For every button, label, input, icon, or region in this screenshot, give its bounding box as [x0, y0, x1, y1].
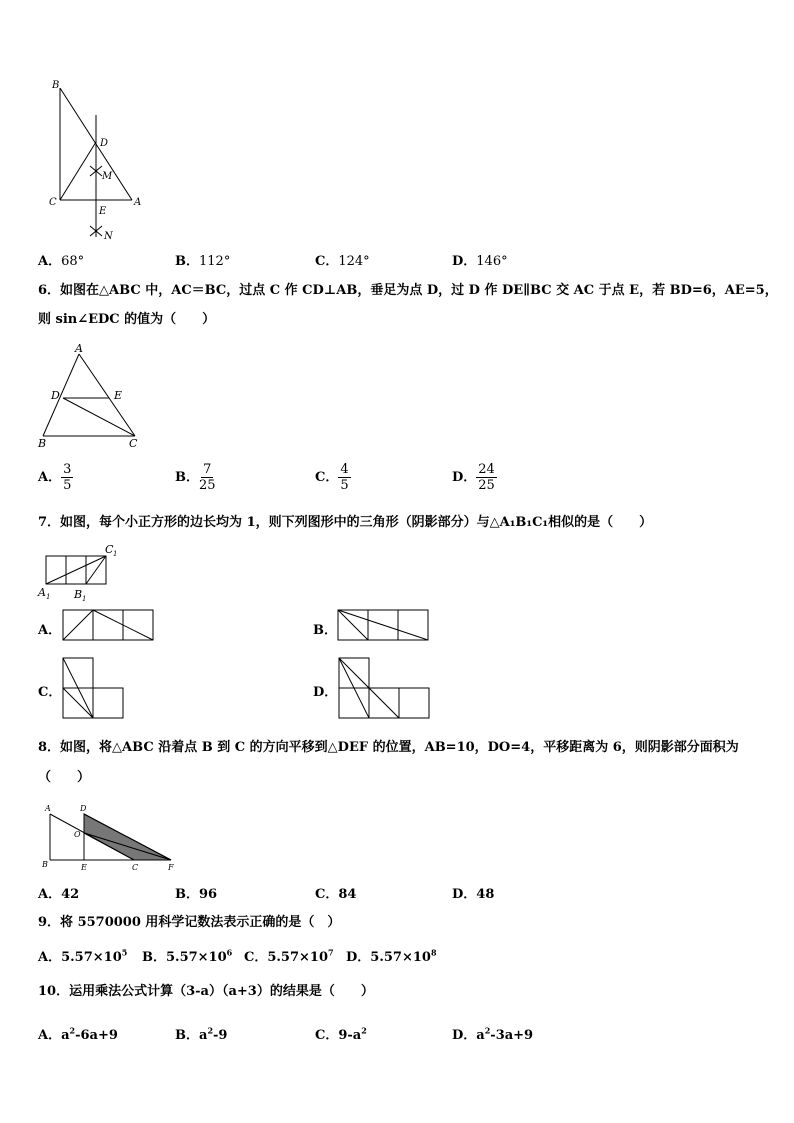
q7-label-a1-sub: 1: [46, 593, 51, 601]
q10-option-d[interactable]: D．$a^2-3a+9$: [452, 1025, 534, 1043]
q6-label-c: C: [129, 437, 138, 450]
q6-text-line1: 6．如图在△ABC 中，AC＝BC，过点 C 作 CD⊥AB，垂足为点 D，过 D 作 DE∥BC 交 AC 于点 E，若 BD=6，AE=5，: [38, 283, 778, 298]
q5-option-b[interactable]: B．112°: [175, 254, 231, 269]
q5-option-a[interactable]: A．68°: [38, 254, 85, 269]
q5-option-d[interactable]: D．146°: [452, 254, 508, 269]
q8-option-b[interactable]: B．96: [175, 887, 218, 902]
q7-label-b1-sub: 1: [82, 595, 87, 603]
q9-option-c[interactable]: C．$5.57\times 10^7$: [244, 947, 334, 965]
fraction: $\frac{24}{25}$: [478, 462, 495, 493]
q7-text-line1: 7．如图，每个小正方形的边长均为 1，则下列图形中的三角形（阴影部分）与△A₁B₁C₁相似的是（ ）: [38, 515, 653, 530]
fraction: $\frac{4}{5}$: [340, 462, 349, 493]
q5-option-c[interactable]: C．124°: [315, 254, 370, 269]
q8-label-c: C: [132, 863, 139, 872]
q8-option-c[interactable]: C．84: [315, 887, 357, 902]
q7-option-c[interactable]: C．: [38, 685, 62, 700]
q10-text-line1: 10．运用乘法公式计算（3-a）（a+3）的结果是（ ）: [38, 984, 374, 999]
q8-label-d: D: [80, 804, 87, 813]
q5-label-a: A: [134, 197, 142, 208]
q10-option-c[interactable]: C．$9-a^2$: [315, 1025, 367, 1043]
q7-option-a-figure[interactable]: [62, 609, 154, 641]
q6-option-c[interactable]: C． $\frac{4}{5}$: [315, 462, 349, 493]
fraction: $\frac{7}{25}$: [199, 462, 216, 493]
q5-label-c: C: [49, 197, 57, 208]
q6-text-line2: 则 sin∠EDC 的值为（ ）: [38, 312, 216, 327]
q7-label-c1-sub: 1: [113, 550, 118, 558]
q7-option-b[interactable]: B．: [313, 623, 337, 638]
q9-option-d[interactable]: D．$5.57\times 10^8$: [346, 947, 437, 965]
q8-label-f: F: [168, 863, 174, 872]
q6-label-a: A: [75, 342, 83, 355]
q5-figure: [40, 75, 150, 245]
q5-label-e: E: [99, 206, 107, 217]
q10-option-b[interactable]: B．$a^2-9$: [175, 1025, 228, 1043]
q5-label-b: B: [52, 80, 60, 91]
q6-label-b: B: [38, 437, 47, 450]
q5-label-n: N: [104, 231, 113, 242]
q8-figure: [38, 800, 180, 875]
fraction: $\frac{3}{5}$: [63, 462, 72, 493]
q7-label-b1: B: [74, 588, 83, 601]
q6-option-b[interactable]: B． $\frac{7}{25}$: [175, 462, 216, 493]
q8-label-a: A: [45, 804, 51, 813]
q8-label-b: B: [42, 860, 48, 869]
q6-label-d: D: [51, 389, 60, 402]
q8-text-line1: 8．如图，将△ABC 沿着点 B 到 C 的方向平移到△DEF 的位置，AB=10，DO=4，平移距离为 6，则阴影部分面积为: [38, 740, 739, 755]
q8-option-d[interactable]: D．48: [452, 887, 495, 902]
q7-option-c-figure[interactable]: [62, 657, 125, 719]
q7-option-d-figure[interactable]: [338, 657, 430, 719]
q7-option-a[interactable]: A．: [38, 623, 62, 638]
q7-label-c1: C: [105, 543, 114, 556]
q8-label-o: O: [74, 830, 81, 839]
q6-option-a[interactable]: A． $\frac{3}{5}$: [38, 462, 72, 493]
q6-label-e: E: [114, 389, 123, 402]
q8-text-line2: （ ）: [38, 770, 91, 785]
q10-option-a[interactable]: A．$a^2-6a+9$: [38, 1025, 118, 1043]
q6-figure: [34, 342, 144, 452]
q7-label-a1: A: [38, 586, 46, 599]
q8-label-e: E: [81, 863, 87, 872]
q5-label-d: D: [100, 138, 109, 149]
q7-option-b-figure[interactable]: [337, 609, 429, 641]
q9-text-line1: 9．将 5570000 用科学记数法表示正确的是（ ）: [38, 915, 341, 930]
q9-option-a[interactable]: A．$5.57\times 10^5$: [38, 947, 128, 965]
q9-option-b[interactable]: B．$5.57\times 10^6$: [142, 947, 233, 965]
q7-reference-figure: [36, 542, 126, 604]
q6-option-d[interactable]: D． $\frac{24}{25}$: [452, 462, 495, 493]
q8-option-a[interactable]: A．42: [38, 887, 80, 902]
q7-option-d[interactable]: D．: [313, 685, 338, 700]
q5-label-m: M: [102, 171, 113, 182]
